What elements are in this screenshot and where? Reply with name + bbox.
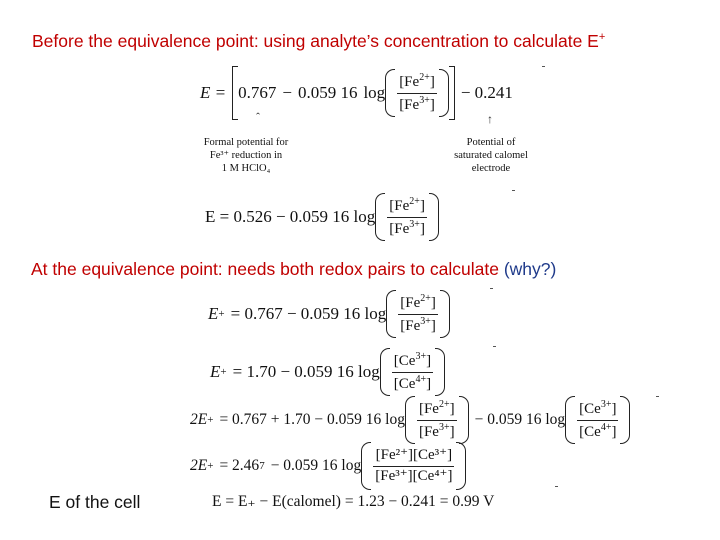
at-heading — [31, 259, 556, 280]
left-paren — [375, 193, 385, 241]
equation-cell: E = E₊ − E(calomel) = 1.23 − 0.241 = 0.99 V — [212, 493, 495, 510]
eq4-lhs: E — [210, 362, 221, 381]
left-paren — [361, 442, 371, 490]
eq1-num-close: ] — [429, 73, 435, 90]
eq1-log: log — [363, 83, 386, 102]
eq4-num-sup: 3+ — [415, 350, 427, 362]
up-arrow-icon: ↑ — [487, 112, 493, 126]
eq6-fraction — [373, 448, 454, 485]
eq5-den-close: ] — [449, 423, 455, 440]
left-paren — [405, 396, 415, 444]
right-paren — [456, 442, 466, 490]
eq3-den-close: ] — [430, 317, 436, 334]
eq2-den: [Fe — [389, 220, 410, 237]
equation-nernst-fe-calomel — [200, 66, 513, 120]
eq5-num: [Fe — [418, 400, 439, 417]
eq6-rhs-a: = 2.46 — [219, 457, 260, 474]
left-paren — [380, 348, 390, 396]
eq2-num-sup: 2+ — [409, 195, 420, 207]
eq1-a: 0.767 — [238, 83, 277, 102]
eq5-num2-sup: 3+ — [600, 398, 612, 410]
cell-label: E of the cell — [49, 492, 141, 512]
eq2-fraction — [387, 197, 427, 238]
right-paren — [429, 193, 439, 241]
eq2-num-close: ] — [419, 197, 425, 214]
eq5-num2-close: ] — [611, 400, 617, 417]
equation-combined — [190, 442, 466, 490]
eq3-sub: + — [218, 308, 225, 320]
eq5-num-sup: 2+ — [438, 398, 450, 410]
equation-sum — [190, 396, 630, 444]
at-heading-text: At the equivalence point: needs both redox pairs to calculate — [31, 259, 499, 279]
tick-mark — [555, 486, 558, 487]
equation-fe-simplified — [205, 193, 439, 241]
eq4-num: [Ce — [393, 352, 416, 369]
eq6-rhs-sub: 7 — [259, 460, 265, 472]
eq2-num: [Fe — [389, 197, 410, 214]
eq4-sub: + — [220, 366, 227, 378]
right-paren — [620, 396, 630, 444]
eq5-den: [Fe — [418, 423, 439, 440]
eq1-b: 0.059 16 — [297, 83, 358, 102]
eq5-mid: − 0.059 16 log — [474, 411, 566, 428]
eq5-num2: [Ce — [579, 400, 601, 417]
eq1-c: − 0.241 — [460, 83, 513, 102]
equation-ce-plus — [210, 348, 445, 396]
eq1-num: [Fe — [399, 73, 420, 90]
eq6-num: [Fe²⁺][Ce³⁺] — [375, 446, 453, 463]
tick-mark — [490, 288, 493, 289]
eq3-den-sup: 3+ — [420, 315, 431, 327]
eq4-rhs: = 1.70 − 0.059 16 log — [232, 362, 380, 381]
eq1-minus: − — [282, 83, 292, 102]
tick-mark — [656, 396, 659, 397]
eq1-den-close: ] — [429, 96, 435, 113]
eq5-den2-sup: 4+ — [600, 421, 612, 433]
eq3-fraction — [398, 294, 438, 335]
eq4-den: [Ce — [393, 375, 416, 392]
left-paren — [385, 69, 395, 117]
tick-mark — [542, 66, 545, 67]
eq3-den: [Fe — [400, 317, 421, 334]
right-paren — [440, 290, 450, 338]
left-paren — [386, 290, 396, 338]
eq3-rhs: = 0.767 − 0.059 16 log — [230, 304, 387, 323]
eq5-den2: [Ce — [579, 423, 601, 440]
right-paren — [439, 69, 449, 117]
tick-mark — [512, 190, 515, 191]
eq5-fraction-ce — [577, 400, 618, 441]
eq4-fraction — [392, 352, 433, 393]
eq4-den-sup: 4+ — [415, 373, 427, 385]
eq6-rhs-b: − 0.059 16 log — [270, 457, 362, 474]
right-paren — [459, 396, 469, 444]
eq3-num-sup: 2+ — [420, 292, 431, 304]
tick-mark — [493, 346, 496, 347]
why-note: (why?) — [503, 259, 557, 279]
eq5-lhs: 2E — [190, 411, 208, 428]
eq2-den-sup: 3+ — [409, 218, 420, 230]
eq5-sub: + — [207, 414, 214, 426]
eq6-lhs: 2E — [190, 457, 208, 474]
eq1-num-sup: 2+ — [419, 71, 430, 83]
left-paren — [565, 396, 575, 444]
right-bracket — [449, 66, 455, 120]
eq3-num: [Fe — [400, 294, 421, 311]
eq1-fraction — [397, 73, 437, 114]
eq3-lhs: E — [208, 304, 219, 323]
before-heading — [32, 31, 605, 52]
formal-potential-note: Formal potential for Fe³⁺ reduction in 1 M HClO₄ — [203, 137, 289, 175]
eq2-den-close: ] — [419, 220, 425, 237]
right-paren — [435, 348, 445, 396]
eq5-den2-close: ] — [611, 423, 617, 440]
eq1-den-sup: 3+ — [419, 94, 430, 106]
eq5-rhs: = 0.767 + 1.70 − 0.059 16 log — [219, 411, 405, 428]
before-heading-text: Before the equivalence point: using analyte’s concentration to calculate E — [32, 31, 599, 51]
eq4-num-close: ] — [426, 352, 432, 369]
eq2-lhs: E = 0.526 − 0.059 16 log — [205, 207, 376, 226]
eq6-den: [Fe³⁺][Ce⁴⁺] — [375, 467, 453, 484]
equation-fe-plus — [208, 290, 450, 338]
eq5-fraction-fe — [417, 400, 457, 441]
before-heading-sup: + — [598, 31, 606, 44]
up-arrow-icon: ˆ — [256, 110, 260, 124]
eq6-sub: + — [207, 460, 214, 472]
eq5-den-sup: 3+ — [438, 421, 450, 433]
eq1-lhs: E = — [200, 83, 227, 102]
eq3-num-close: ] — [430, 294, 436, 311]
eq4-den-close: ] — [426, 375, 432, 392]
calomel-potential-note: Potential of saturated calomel electrode — [454, 137, 528, 175]
eq5-num-close: ] — [449, 400, 455, 417]
eq1-den: [Fe — [399, 96, 420, 113]
